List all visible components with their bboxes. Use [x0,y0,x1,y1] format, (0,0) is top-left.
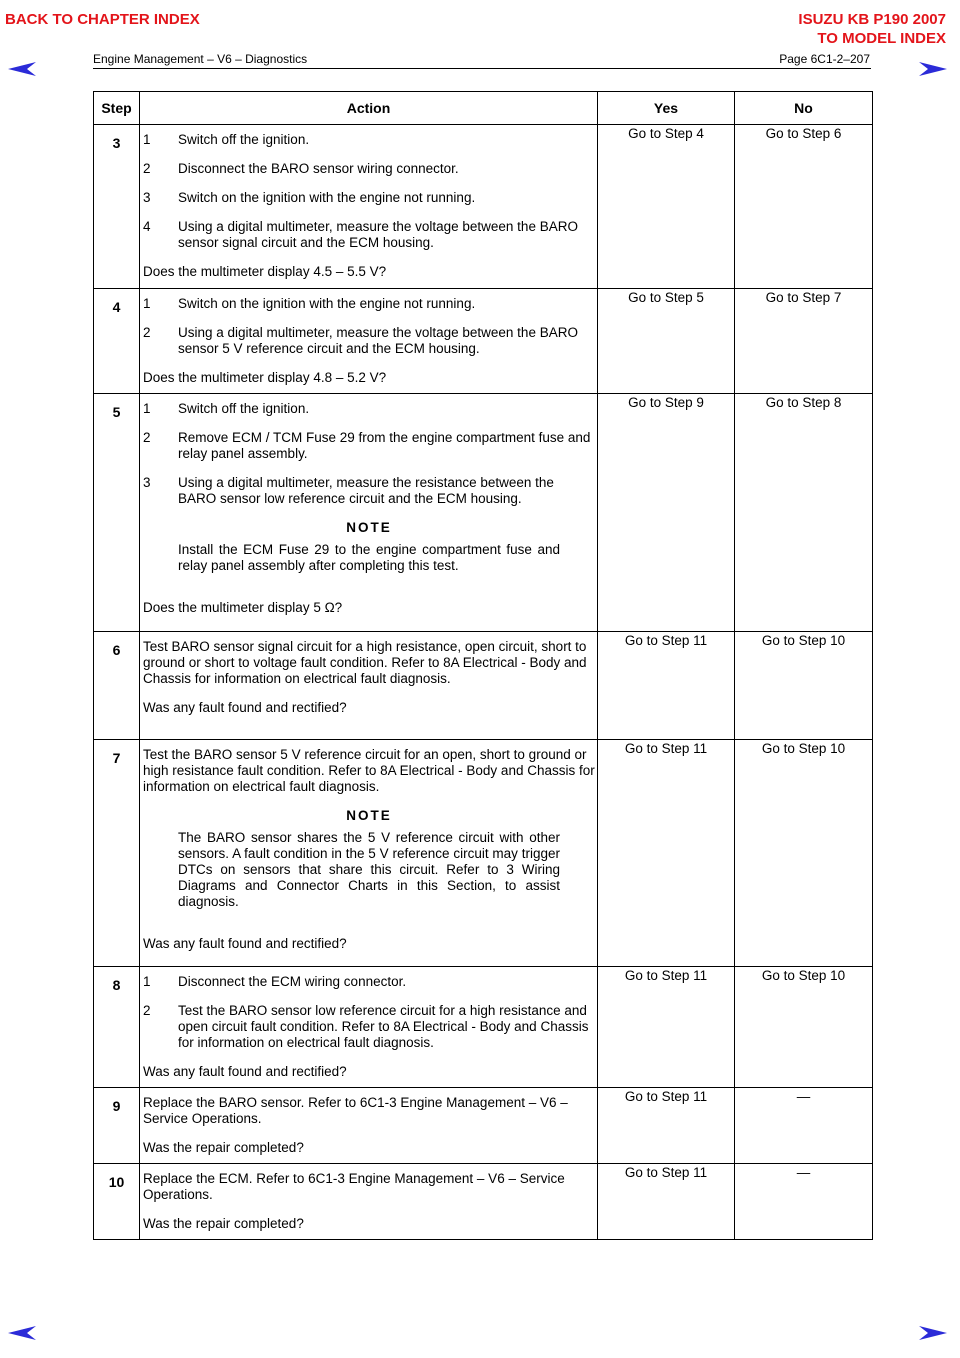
note-title: NOTE [346,808,392,823]
table-row [94,394,873,632]
item-number: 4 [143,219,151,234]
item-text: Switch off the ignition. [178,132,310,147]
note-text: The BARO sensor shares the 5 V reference circuit with other sensors. A fault condition in the 5 V reference circuit may trigger DTCs on sensors that share this circuit. Refer to 3 Wiring Diagrams and Connector Charts in this Section, to assist diagnosis. [178,830,560,909]
yes-result: Go to Step 11 [598,1164,735,1240]
no-result: Go to Step 10 [735,632,873,740]
previous-page-arrow-icon[interactable] [7,61,37,77]
item-number: 1 [143,132,151,147]
table-row [94,1164,873,1240]
item-number: 1 [143,296,151,311]
column-header-no: No [735,92,873,125]
no-result: Go to Step 10 [735,967,873,1088]
action-cell [140,1164,598,1240]
no-result: Go to Step 6 [735,125,873,289]
step-number: 10 [94,1164,140,1240]
action-cell [140,632,598,740]
step-number: 8 [94,967,140,1088]
item-number: 2 [143,1003,151,1018]
yes-result: Go to Step 11 [598,632,735,740]
question-text: Does the multimeter display 4.8 – 5.2 V? [143,370,387,385]
action-text: Test BARO sensor signal circuit for a high resistance, open circuit, short to ground or short to voltage fault condition. Refer to 8A Electrical - Body and Chassis for information on electrical fault diagnosis. [143,639,587,686]
action-text: Replace the BARO sensor. Refer to 6C1-3 Engine Management – V6 – Service Operations. [143,1095,568,1126]
table-row [94,1088,873,1164]
diagnostic-table [93,91,873,1240]
action-text: Test the BARO sensor 5 V reference circuit for an open, short to ground or high resistance fault condition. Refer to 8A Electrical - Body and Chassis for information on electrical fault diagnosis. [143,747,595,794]
question-text: Was any fault found and rectified? [143,936,347,951]
item-number: 3 [143,475,151,490]
step-number: 3 [94,125,140,289]
page-number: Page 6C1-2–207 [779,52,870,66]
item-number: 2 [143,325,151,340]
action-cell [140,394,598,632]
back-to-chapter-index-link[interactable]: BACK TO CHAPTER INDEX [5,11,200,28]
yes-result: Go to Step 11 [598,740,735,967]
question-text: Was any fault found and rectified? [143,700,347,715]
section-title: Engine Management – V6 – Diagnostics [93,52,308,66]
question-text: Was the repair completed? [143,1140,304,1155]
item-text: Using a digital multimeter, measure the resistance between the BARO sensor low reference circuit and the ECM housing. [178,475,554,506]
yes-result: Go to Step 5 [598,289,735,394]
step-number: 6 [94,632,140,740]
action-cell [140,1088,598,1164]
note-text: Install the ECM Fuse 29 to the engine compartment fuse and relay panel assembly after completing this test. [178,542,560,573]
item-number: 1 [143,974,151,989]
next-page-arrow-icon[interactable] [918,61,948,77]
table-row [94,632,873,740]
model-title: ISUZU KB P190 2007 [798,11,946,28]
step-number: 4 [94,289,140,394]
question-text: Was the repair completed? [143,1216,304,1231]
table-header-row [94,92,873,125]
item-text: Disconnect the ECM wiring connector. [178,974,407,989]
item-number: 3 [143,190,151,205]
item-number: 1 [143,401,151,416]
item-text: Test the BARO sensor low reference circuit for a high resistance and open circuit fault condition. Refer to 8A Electrical - Body and Chassis for information on electrical fault diagnosis. [178,1003,589,1050]
action-cell [140,740,598,967]
question-text: Does the multimeter display 4.5 – 5.5 V? [143,264,387,279]
action-cell [140,289,598,394]
item-number: 2 [143,161,151,176]
question-text: Was any fault found and rectified? [143,1064,347,1079]
action-text: Replace the ECM. Refer to 6C1-3 Engine Management – V6 – Service Operations. [143,1171,565,1202]
step-number: 5 [94,394,140,632]
column-header-action: Action [140,92,598,125]
column-header-step: Step [94,92,140,125]
item-text: Switch on the ignition with the engine not running. [178,296,476,311]
item-text: Using a digital multimeter, measure the voltage between the BARO sensor 5 V reference circuit and the ECM housing. [178,325,578,356]
item-text: Switch off the ignition. [178,401,310,416]
no-result: Go to Step 10 [735,740,873,967]
table-row [94,967,873,1088]
question-text: Does the multimeter display 5 Ω? [143,600,343,615]
no-result: Go to Step 7 [735,289,873,394]
no-result: — [735,1088,873,1164]
yes-result: Go to Step 4 [598,125,735,289]
yes-result: Go to Step 11 [598,967,735,1088]
table-row [94,740,873,967]
next-page-arrow-icon[interactable] [918,1325,948,1341]
item-text: Remove ECM / TCM Fuse 29 from the engine compartment fuse and relay panel assembly. [178,430,591,461]
step-number: 9 [94,1088,140,1164]
item-number: 2 [143,430,151,445]
column-header-yes: Yes [598,92,735,125]
step-number: 7 [94,740,140,967]
action-cell [140,125,598,289]
header-rule [93,68,871,69]
yes-result: Go to Step 11 [598,1088,735,1164]
yes-result: Go to Step 9 [598,394,735,632]
item-text: Using a digital multimeter, measure the voltage between the BARO sensor signal circuit and the ECM housing. [178,219,578,250]
note-title: NOTE [346,520,392,535]
action-cell [140,967,598,1088]
to-model-index-link[interactable]: TO MODEL INDEX [817,30,946,47]
table-row [94,125,873,289]
item-text: Switch on the ignition with the engine not running. [178,190,476,205]
item-text: Disconnect the BARO sensor wiring connector. [178,161,459,176]
table-row [94,289,873,394]
no-result: Go to Step 8 [735,394,873,632]
no-result: — [735,1164,873,1240]
previous-page-arrow-icon[interactable] [7,1325,37,1341]
